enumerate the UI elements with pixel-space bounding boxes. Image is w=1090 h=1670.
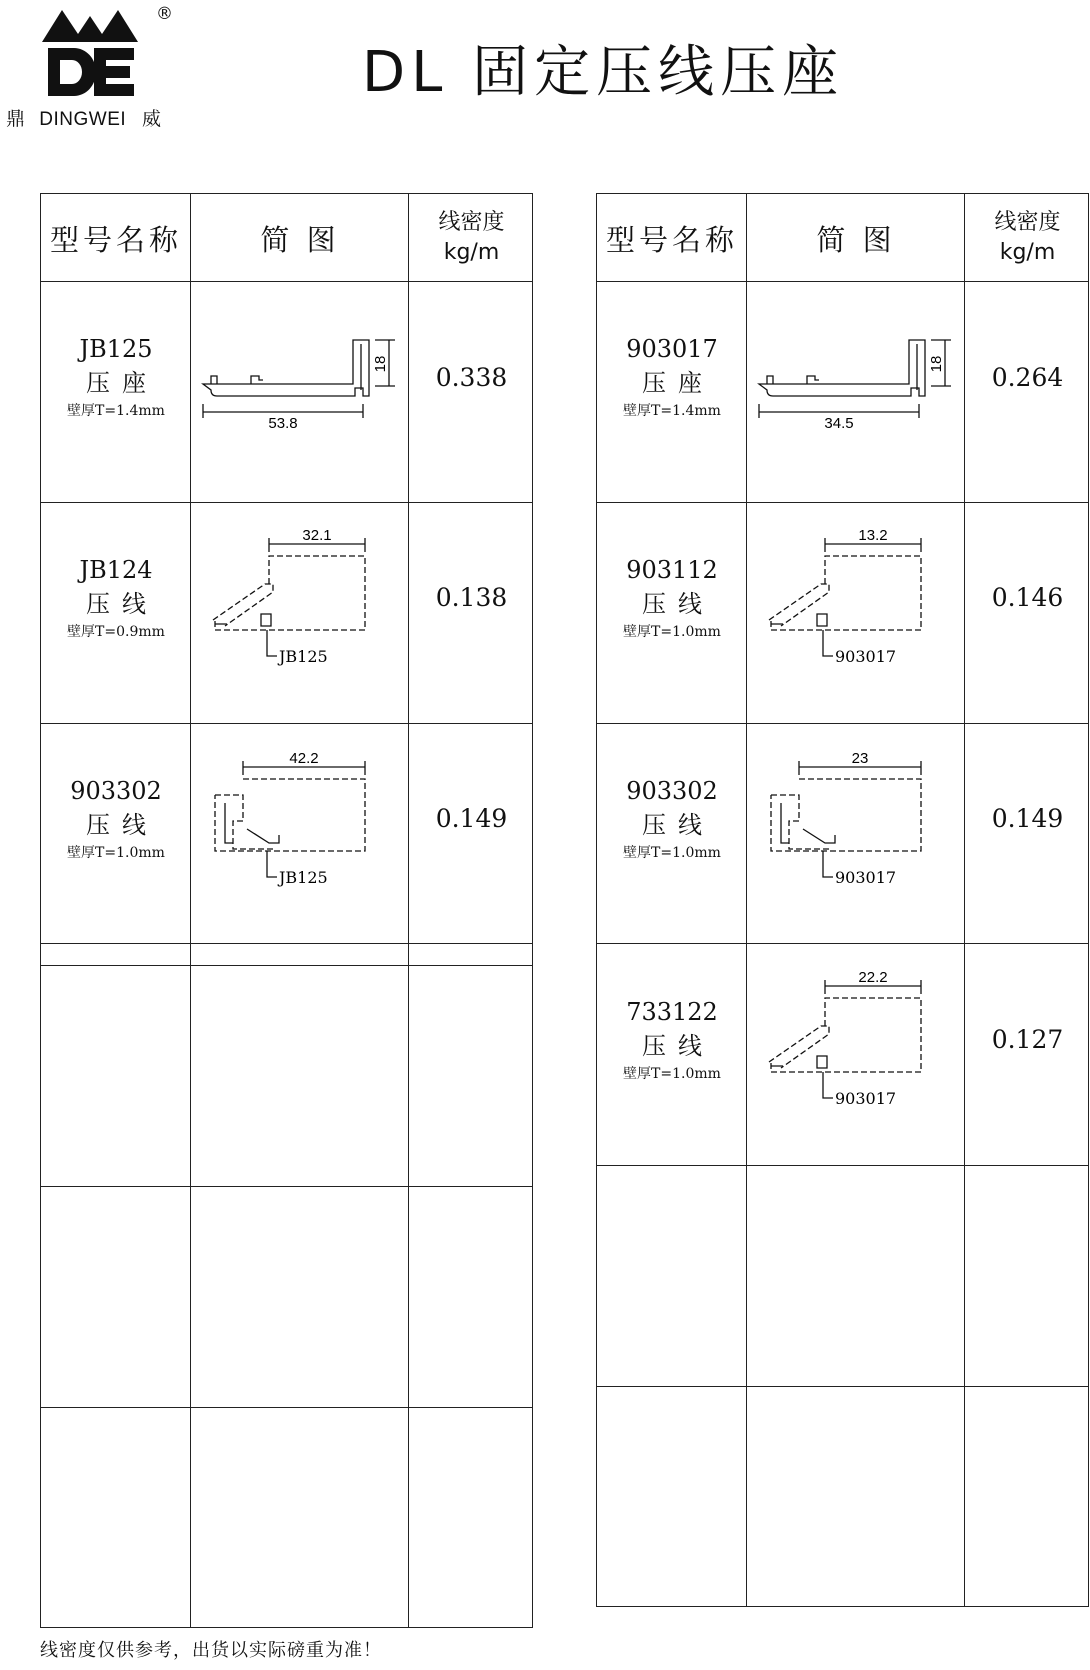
sketch-cell	[191, 723, 409, 944]
density-value: 0.338	[435, 362, 508, 392]
profile-kind: 压线	[642, 589, 714, 618]
dimension-label-main: 23	[851, 750, 869, 767]
left-table-header	[41, 194, 532, 282]
model-code: 903112	[626, 555, 718, 584]
reference-leader	[267, 630, 277, 656]
profile-sketch	[747, 502, 965, 722]
model-name-cell	[597, 944, 747, 1165]
wall-thickness: 壁厚T=1.0mm	[67, 844, 165, 861]
wall-thickness: 壁厚T=1.0mm	[623, 1065, 721, 1082]
table-row	[597, 282, 1088, 502]
profile-outline	[769, 556, 921, 630]
profile-sketch	[191, 282, 409, 502]
header-density: 线密度 kg/m	[994, 210, 1061, 265]
company-logo	[6, 4, 178, 128]
wall-thickness: 壁厚T=1.0mm	[623, 623, 721, 640]
dingwei-logo-mark	[40, 6, 140, 98]
model-name-cell	[597, 723, 747, 944]
profile-kind: 压线	[642, 810, 714, 839]
profile-kind: 压线	[642, 1031, 714, 1060]
profile-outline	[213, 556, 365, 630]
dimension-label-side: 18	[372, 355, 389, 373]
reference-leader	[267, 851, 277, 877]
model-name-cell	[41, 502, 191, 723]
page-title: DL 固定压线压座	[362, 40, 845, 105]
header-density: 线密度 kg/m	[438, 210, 505, 265]
sketch-cell	[747, 282, 965, 502]
model-code: 903302	[626, 776, 718, 805]
dimension-extension	[203, 340, 395, 418]
profile-outline	[759, 340, 925, 396]
table-row	[597, 723, 1088, 944]
profile-sketch	[747, 723, 965, 943]
header-sketch: 简 图	[816, 222, 896, 257]
profile-kind: 压座	[642, 369, 714, 397]
density-value: 0.138	[435, 583, 508, 612]
reference-leader	[823, 1072, 833, 1098]
wall-thickness: 壁厚T=1.4mm	[623, 403, 721, 419]
model-code: JB125	[79, 335, 153, 363]
profile-detail	[771, 614, 827, 626]
model-name-cell	[597, 282, 747, 502]
dimension-label-main: 13.2	[858, 527, 888, 544]
dimension-label-main: 32.1	[302, 527, 332, 544]
profile-detail	[211, 344, 361, 390]
table-row	[41, 282, 532, 502]
model-code: 903302	[70, 776, 162, 805]
density-value: 0.127	[991, 1025, 1064, 1054]
model-name-cell	[597, 502, 747, 723]
table-row	[41, 502, 532, 723]
reference-leader	[823, 851, 833, 877]
reference-leader	[823, 630, 833, 656]
table-row	[597, 944, 1088, 1165]
brand-name: 鼎 DINGWEI 威	[6, 108, 162, 130]
profile-detail	[215, 614, 271, 626]
model-code: 733122	[626, 997, 718, 1026]
reference-label: 903017	[835, 647, 897, 666]
left-table	[40, 193, 533, 1628]
right-table-header	[597, 194, 1088, 282]
right-table	[596, 193, 1089, 1607]
profile-outline	[215, 779, 365, 851]
profile-sketch	[191, 502, 409, 722]
sketch-cell	[191, 502, 409, 723]
reference-label: 903017	[835, 1089, 897, 1108]
profile-outline	[203, 340, 369, 396]
reference-label: JB125	[279, 868, 328, 887]
density-value: 0.149	[435, 804, 508, 833]
density-value: 0.264	[991, 362, 1064, 392]
sketch-cell	[191, 282, 409, 502]
dimension-label-main: 34.5	[824, 415, 854, 432]
header-sketch: 简 图	[260, 222, 340, 257]
header-model-name: 型号名称	[605, 222, 738, 257]
profile-outline	[769, 998, 921, 1072]
profile-kind: 压线	[86, 589, 158, 618]
wall-thickness: 壁厚T=1.0mm	[623, 844, 721, 861]
reference-label: JB125	[279, 647, 328, 666]
density-value: 0.146	[991, 583, 1064, 612]
header-model-name: 型号名称	[49, 222, 182, 257]
profile-sketch	[747, 282, 965, 502]
model-code: JB124	[79, 555, 153, 584]
sketch-cell	[747, 723, 965, 944]
table-row	[597, 502, 1088, 723]
profile-detail	[771, 1056, 827, 1068]
dimension-extension	[759, 340, 951, 418]
density-value: 0.149	[991, 804, 1064, 833]
wall-thickness: 壁厚T=1.4mm	[67, 403, 165, 419]
sketch-cell	[747, 944, 965, 1165]
dimension-label-side: 18	[928, 355, 945, 373]
dimension-label-main: 22.2	[858, 969, 888, 986]
profile-sketch	[747, 944, 965, 1164]
dimension-label-main: 53.8	[268, 415, 298, 432]
model-name-cell	[41, 282, 191, 502]
model-name-cell	[41, 723, 191, 944]
profile-kind: 压座	[86, 369, 158, 397]
dimension-label-main: 42.2	[289, 750, 319, 767]
profile-detail	[767, 344, 917, 390]
profile-kind: 压线	[86, 810, 158, 839]
footer-note: 线密度仅供参考，出货以实际磅重为准！	[40, 1640, 382, 1661]
sketch-cell	[747, 502, 965, 723]
wall-thickness: 壁厚T=0.9mm	[67, 623, 165, 640]
reference-label: 903017	[835, 868, 897, 887]
profile-sketch	[191, 723, 409, 943]
table-row	[41, 723, 532, 944]
registered-mark: ®	[156, 4, 173, 24]
profile-outline	[771, 779, 921, 851]
model-code: 903017	[626, 335, 718, 363]
